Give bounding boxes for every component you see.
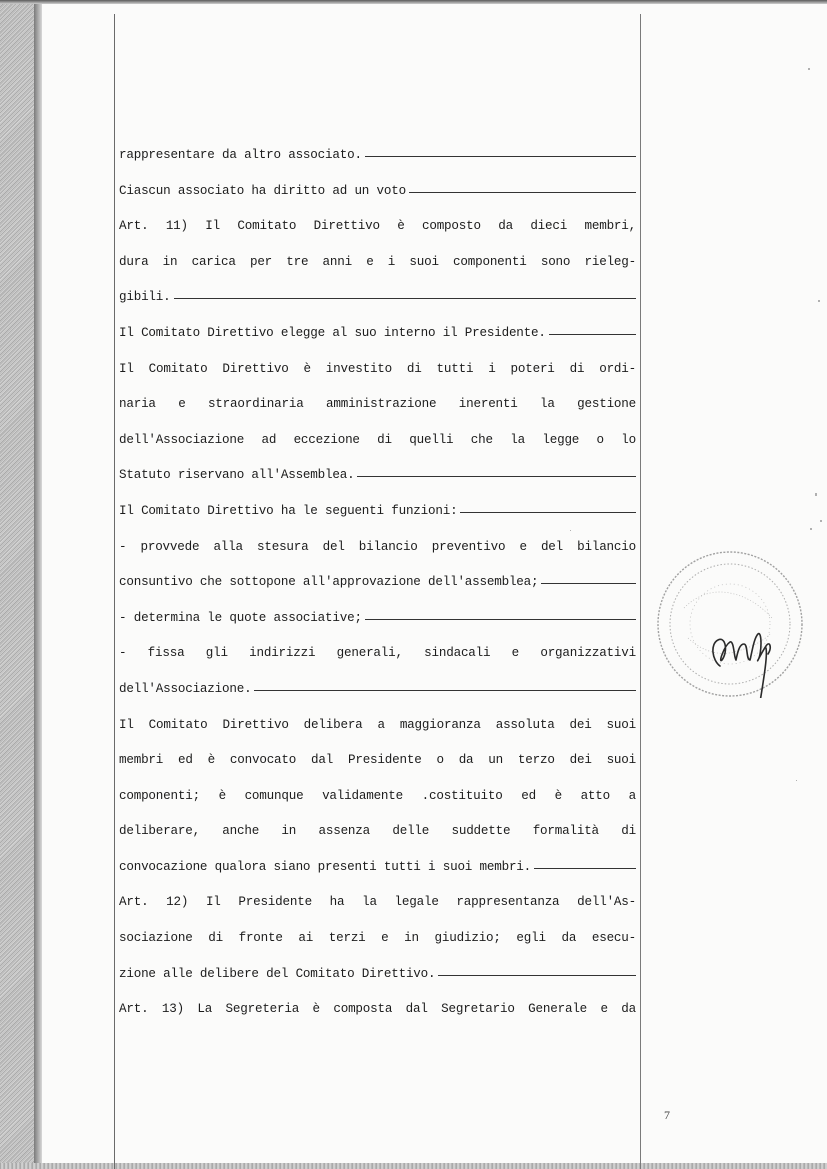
fill-rule-line	[409, 192, 636, 193]
signature-icon	[713, 634, 770, 698]
text-line-content: dura in carica per tre anni e i suoi componenti sono rieleg-	[119, 254, 636, 269]
text-line	[119, 921, 636, 957]
text-line-content: Il Comitato Direttivo delibera a maggioranza assoluta dei suoi	[119, 717, 636, 732]
notary-seal-with-signature	[654, 548, 804, 698]
text-line	[119, 992, 636, 1028]
fill-rule-line	[534, 868, 636, 869]
text-line	[119, 636, 636, 672]
text-line-content: componenti; è comunque validamente .costituito ed è atto a	[119, 788, 636, 803]
text-line	[119, 423, 636, 459]
text-line-content: rappresentare da altro associato.	[119, 148, 362, 162]
text-line	[119, 885, 636, 921]
text-line	[119, 530, 636, 566]
fill-rule-line	[365, 156, 636, 157]
text-line	[119, 138, 636, 174]
text-line-content: zione alle delibere del Comitato Direttivo.	[119, 966, 436, 981]
text-line-content: Il Comitato Direttivo ha le seguenti funzioni:	[119, 503, 458, 518]
text-line	[119, 280, 636, 316]
seal-icon	[658, 552, 802, 696]
text-line-content: membri ed è convocato dal Presidente o da un terzo dei suoi	[119, 753, 636, 768]
text-line-content: - fissa gli indirizzi generali, sindacali e organizzativi	[119, 646, 636, 661]
text-line	[119, 565, 636, 601]
fill-rule-line	[438, 975, 636, 976]
statute-text-block	[119, 138, 636, 1028]
left-margin-line	[114, 14, 115, 1169]
scan-edge-left	[0, 0, 38, 1169]
text-line	[119, 209, 636, 245]
text-line-content: Art. 11) Il Comitato Direttivo è composto da dieci membri,	[119, 219, 636, 234]
text-line-content: Art. 13) La Segreteria è composta dal Segretario Generale e da	[119, 1002, 636, 1017]
text-line	[119, 743, 636, 779]
fill-rule-line	[254, 690, 636, 691]
text-line	[119, 174, 636, 210]
text-line-content: Il Comitato Direttivo elegge al suo interno il Presidente.	[119, 325, 546, 340]
text-line	[119, 387, 636, 423]
text-line	[119, 672, 636, 708]
text-line-content: Art. 12) Il Presidente ha la legale rappresentanza dell'As-	[119, 895, 636, 910]
text-line-content: naria e straordinaria amministrazione inerenti la gestione	[119, 397, 636, 412]
text-line-content: - provvede alla stesura del bilancio preventivo e del bilancio	[119, 539, 636, 554]
text-line-content: dell'Associazione.	[119, 681, 252, 696]
fill-rule-line	[460, 512, 636, 513]
fill-rule-line	[357, 476, 636, 477]
text-line	[119, 779, 636, 815]
text-line	[119, 494, 636, 530]
text-line-content: sociazione di fronte ai terzi e in giudizio; egli da esecu-	[119, 931, 636, 946]
text-line-content: dell'Associazione ad eccezione di quelli che la legge o lo	[119, 432, 636, 447]
text-line-content: - determina le quote associative;	[119, 610, 362, 625]
text-line	[119, 814, 636, 850]
fill-rule-line	[174, 298, 636, 299]
scan-edge-bottom	[0, 1163, 827, 1169]
scan-edge-top	[0, 0, 827, 4]
page-number: 7	[664, 1108, 670, 1122]
fill-rule-line	[549, 334, 636, 335]
text-line	[119, 352, 636, 388]
text-line	[119, 708, 636, 744]
text-line	[119, 458, 636, 494]
text-line-content: Il Comitato Direttivo è investito di tutti i poteri di ordi-	[119, 361, 636, 376]
right-margin-line	[640, 14, 641, 1169]
text-line-content: Statuto riservano all'Assemblea.	[119, 468, 355, 483]
text-line-content: Ciascun associato ha diritto ad un voto	[119, 183, 406, 198]
text-line-content: convocazione qualora siano presenti tutti i suoi membri.	[119, 859, 532, 874]
text-line-content: gibili.	[119, 290, 171, 305]
text-line	[119, 850, 636, 886]
fill-rule-line	[365, 619, 636, 620]
fill-rule-line	[541, 583, 636, 584]
text-line-content: consuntivo che sottopone all'approvazione dell'assemblea;	[119, 575, 539, 590]
text-line-content: deliberare, anche in assenza delle suddette formalità di	[119, 824, 636, 839]
text-line	[119, 245, 636, 281]
text-line	[119, 957, 636, 993]
text-line	[119, 316, 636, 352]
scan-edge-shadow	[34, 0, 42, 1169]
text-line	[119, 601, 636, 637]
